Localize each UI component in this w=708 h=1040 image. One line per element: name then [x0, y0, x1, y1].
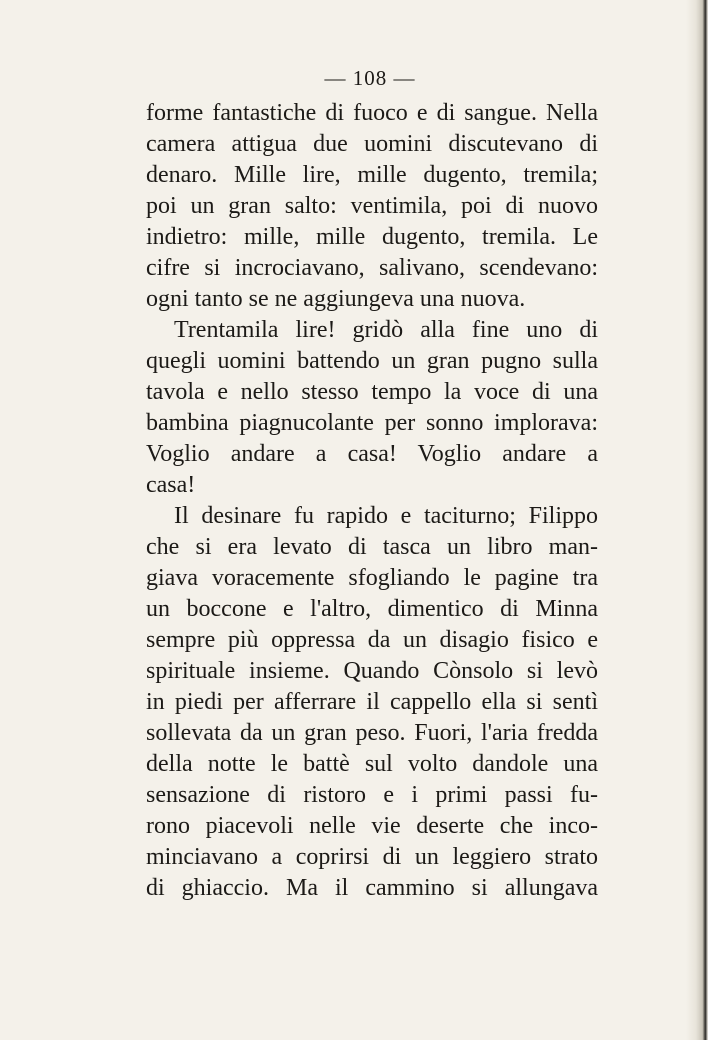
text-line: tavola e nello stesso tempo la voce di una [146, 379, 598, 405]
text-line: sempre più oppressa da un disagio fisico e [146, 627, 598, 653]
text-line: camera attigua due uomini discutevano di [146, 131, 598, 157]
text-line: che si era levato di tasca un libro man- [146, 534, 598, 560]
text-line: giava voracemente sfogliando le pagine tra [146, 565, 598, 591]
body-text [146, 98, 598, 904]
text-line: in piedi per afferrare il cappello ella si sentì [146, 689, 598, 715]
text-line: forme fantastiche di fuoco e di sangue. Nella [146, 100, 598, 126]
text-line: di ghiaccio. Ma il cammino si allungava [146, 875, 598, 901]
page-number: — 108 — [324, 66, 416, 90]
text-line: Il desinare fu rapido e taciturno; Filippo [174, 503, 598, 529]
text-line: poi un gran salto: ventimila, poi di nuovo [146, 193, 598, 219]
text-line: della notte le battè sul volto dandole una [146, 751, 598, 777]
text-line: quegli uomini battendo un gran pugno sulla [146, 348, 598, 374]
text-line: casa! [146, 472, 196, 498]
text-line: bambina piagnucolante per sonno implorava: [146, 410, 598, 436]
text-line: denaro. Mille lire, mille dugento, tremila; [146, 162, 598, 188]
text-line: Trentamila lire! gridò alla fine uno di [174, 317, 598, 343]
text-line: Voglio andare a casa! Voglio andare a [146, 441, 598, 467]
text-line: cifre si incrociavano, salivano, scendevano: [146, 255, 598, 281]
text-line: sensazione di ristoro e i primi passi fu- [146, 782, 598, 808]
page-binding-edge [686, 0, 708, 1040]
text-line: sollevata da un gran peso. Fuori, l'aria fredda [146, 720, 598, 746]
text-line: ogni tanto se ne aggiungeva una nuova. [146, 286, 526, 312]
text-line: un boccone e l'altro, dimentico di Minna [146, 596, 598, 622]
text-line: indietro: mille, mille dugento, tremila. Le [146, 224, 598, 250]
text-line: rono piacevoli nelle vie deserte che inco- [146, 813, 598, 839]
text-line: minciavano a coprirsi di un leggiero strato [146, 844, 598, 870]
text-line: spirituale insieme. Quando Cònsolo si levò [146, 658, 598, 684]
